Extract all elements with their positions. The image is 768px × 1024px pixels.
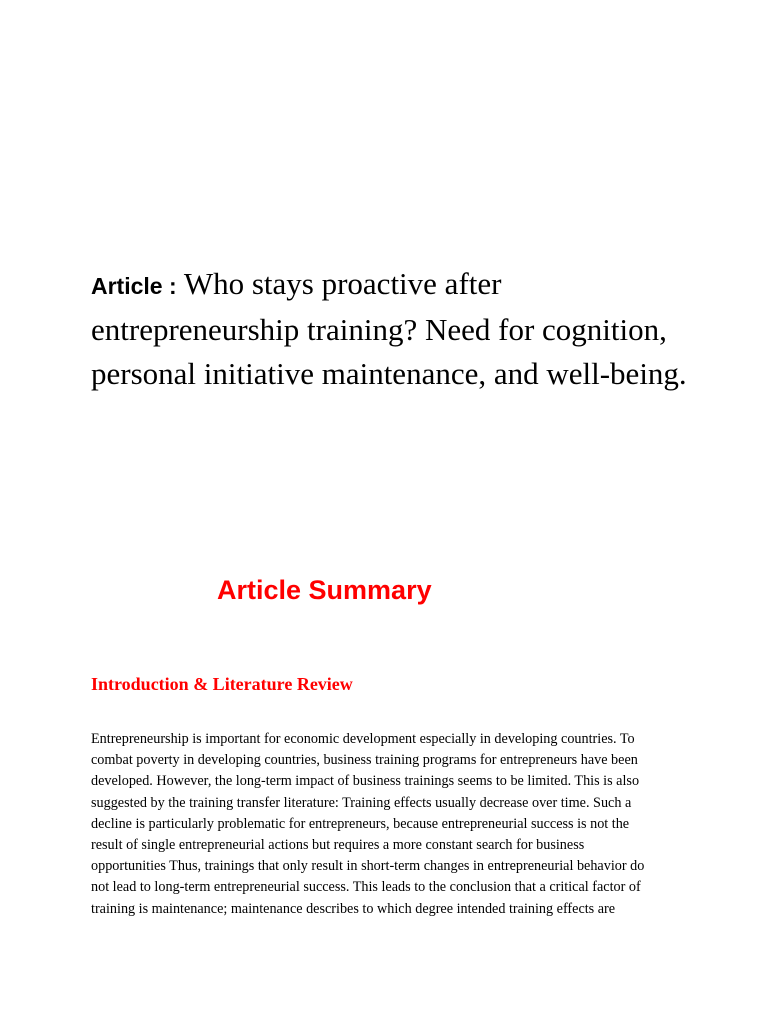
body-paragraph bbox=[91, 729, 688, 920]
section-heading: Introduction & Literature Review bbox=[91, 674, 353, 694]
paragraph-line: decline is particularly problematic for entrepreneurs, because entrepreneurial success is not the bbox=[91, 815, 630, 832]
paragraph-line: Entrepreneurship is important for economic development especially in developing countries. To bbox=[91, 731, 635, 747]
summary-heading: Article Summary bbox=[217, 575, 432, 605]
paragraph-line: suggested by the training transfer literature: Training effects usually decrease over time. Such a bbox=[91, 794, 632, 811]
article-label: Article : bbox=[91, 273, 177, 299]
paragraph-line: result of single entrepreneurial actions but requires a more constant search for business bbox=[91, 837, 585, 854]
paragraph-line: opportunities Thus, trainings that only result in short-term changes in entrepreneurial behavior do bbox=[91, 858, 645, 875]
paragraph-line: developed. However, the long-term impact of business trainings seems to be limited. This is also bbox=[91, 773, 640, 790]
paragraph-line: not lead to long-term entrepreneurial success. This leads to the conclusion that a critical factor of bbox=[91, 879, 641, 896]
paragraph-line: combat poverty in developing countries, business training programs for entrepreneurs have been bbox=[91, 752, 638, 769]
article-title-block bbox=[91, 262, 691, 396]
paragraph-line: training is maintenance; maintenance describes to which degree intended training effects are bbox=[91, 900, 616, 917]
article-title: Who stays proactive after entrepreneurship training? Need for cognition, personal initiative maintenance, and well-being. bbox=[91, 266, 687, 391]
